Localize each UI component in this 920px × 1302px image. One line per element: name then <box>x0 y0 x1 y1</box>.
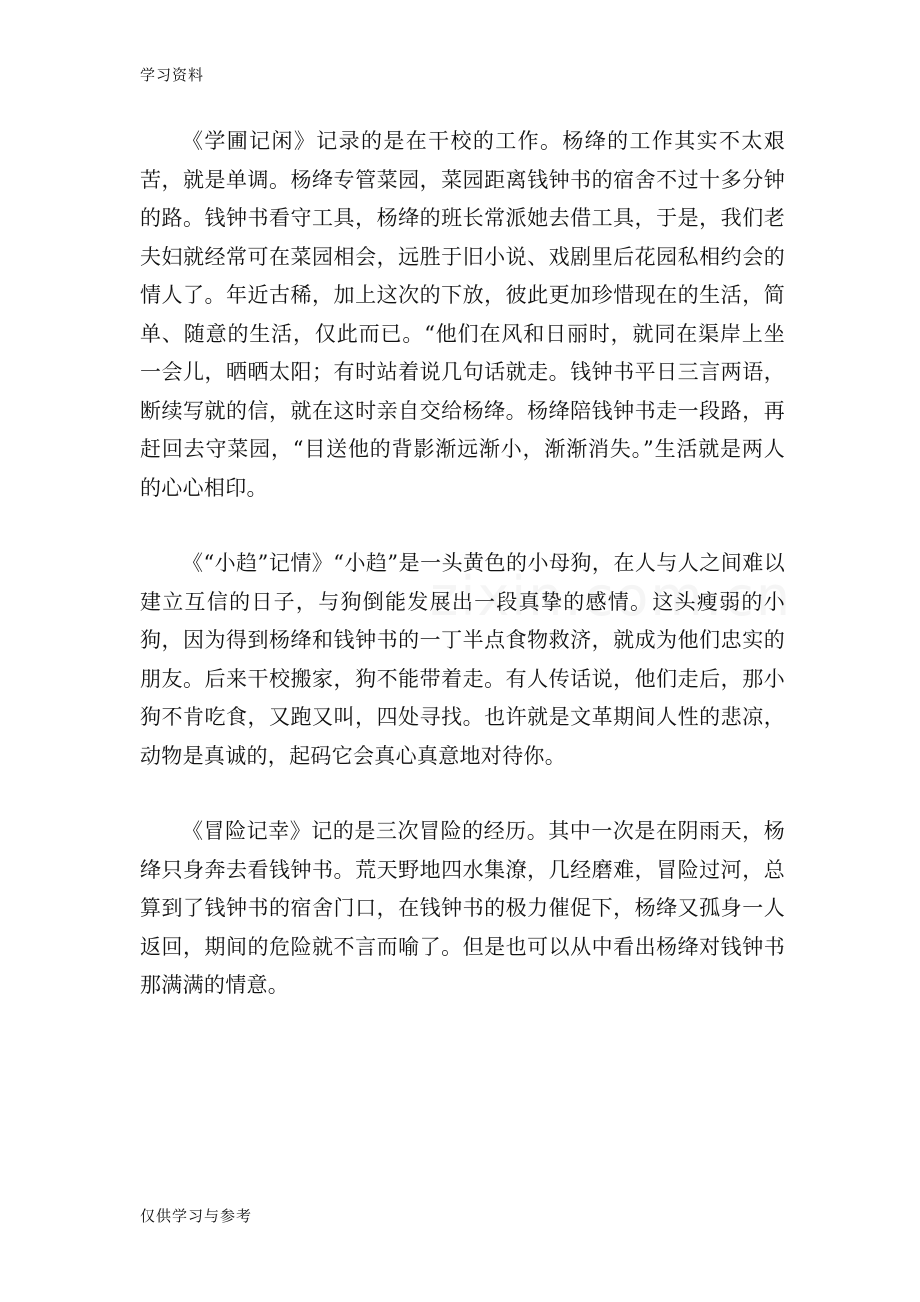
paragraph: 《学圃记闲》记录的是在干校的工作。杨绛的工作其实不太艰苦，就是单调。杨绛专管菜园，菜园距离钱钟书的宿舍不过十多分钟的路。钱钟书看守工具，杨绛的班长常派她去借工具，于是，我们老夫妇就经常可在菜园相会，远胜于旧小说、戏剧里后花园私相约会的情人了。年近古稀，加上这次的下放，彼此更加珍惜现在的生活，简单、随意的生活，仅此而已。“他们在风和日丽时，就同在渠岸上坐一会儿，晒晒太阳；有时站着说几句话就走。钱钟书平日三言两语，断续写就的信，就在这时亲自交给杨绛。杨绛陪钱钟书走一段路，再赶回去守菜园，“目送他的背影渐远渐小，渐渐消失。”生活就是两人的心心相印。 <box>140 129 785 500</box>
paragraph: 《“小趋”记情》“小趋”是一头黄色的小母狗，在人与人之间难以建立互信的日子，与狗倒能发展出一段真挚的感情。这头瘦弱的小狗，因为得到杨绛和钱钟书的一丁半点食物救济，就成为他们忠实的朋友。后来干校搬家，狗不能带着走。有人传话说，他们走后，那小狗不肯吃食，又跑又叫，四处寻找。也许就是文革期间人性的悲凉，动物是真诚的，起码它会真心真意地对待你。 <box>140 551 785 768</box>
paragraph: 《冒险记幸》记的是三次冒险的经历。其中一次是在阴雨天，杨绛只身奔去看钱钟书。荒天野地四水集潦，几经磨难，冒险过河，总算到了钱钟书的宿舍门口，在钱钟书的极力催促下，杨绛又孤身一人返回，期间的危险就不言而喻了。但是也可以从中看出杨绛对钱钟书那满满的情意。 <box>140 819 785 997</box>
document-body <box>140 122 785 1005</box>
page-footer: 仅供学习与参考 <box>140 1207 253 1225</box>
page-header: 学习资料 <box>140 66 205 84</box>
